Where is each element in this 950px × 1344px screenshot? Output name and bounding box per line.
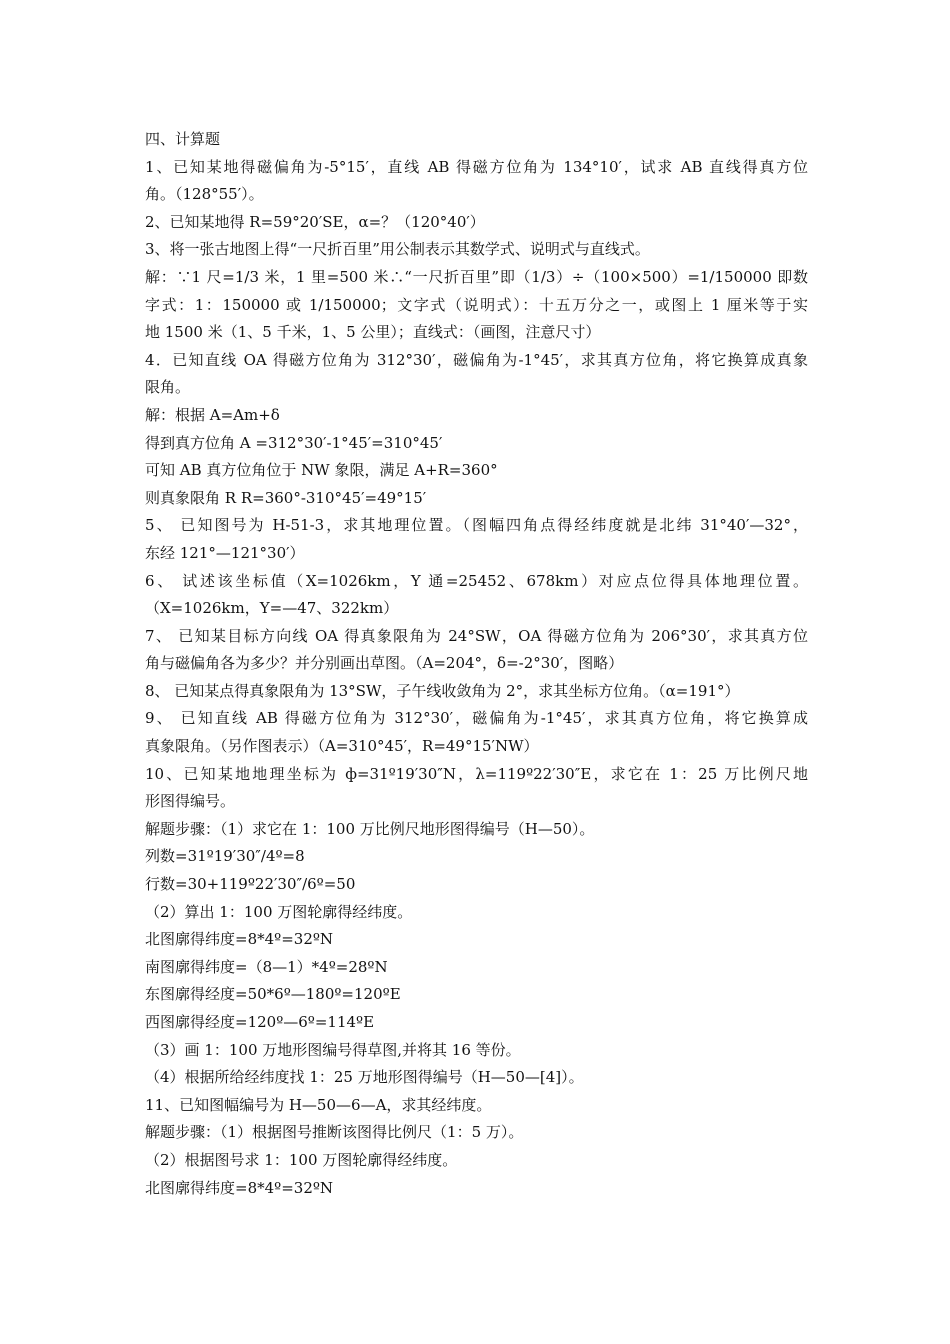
text-line: 解：∵1 尺=1/3 米，1 里=500 米∴“一尺折百里”即（1/3）÷（100×500）=1/150000 即数 (145, 267, 808, 286)
text-line: 北图廓得纬度=8*4º=32ºN (145, 1178, 334, 1197)
text-line: （X=1026km，Y=—47、322km） (145, 599, 399, 618)
text-line: 解题步骤：（1）求它在 1：100 万比例尺地形图得编号（H—50）。 (145, 819, 595, 838)
text-line: 真象限角。（另作图表示）（A=310°45′，R=49°15′NW） (145, 737, 539, 756)
text-line: 地 1500 米（1、5 千米，1、5 公里）；直线式：（画图，注意尺寸） (145, 323, 601, 342)
text-line: 5、 已知图号为 H-51-3，求其地理位置。（图幅四角点得经纬度就是北纬 31°40′—32°， (145, 516, 808, 535)
text-line: 东经 121°—121°30′） (145, 543, 305, 562)
text-line: 4．已知直线 OA 得磁方位角为 312°30′，磁偏角为-1°45′，求其真方位角，将它换算成真象 (145, 350, 808, 369)
text-line: 7、 已知某目标方向线 OA 得真象限角为 24°SW，OA 得磁方位角为 206°30′，求其真方位 (145, 626, 808, 645)
text-line: 8、 已知某点得真象限角为 13°SW，子午线收敛角为 2°，求其坐标方位角。（α=191°） (145, 681, 740, 700)
text-line: 角。（128°55′）。 (145, 185, 264, 204)
text-line: （2）算出 1：100 万图轮廓得经纬度。 (145, 902, 413, 921)
text-line: 则真象限角 R R=360°-310°45′=49°15′ (145, 488, 427, 507)
text-line: 列数=31º19′30″/4º=8 (145, 847, 305, 866)
text-line: 可知 AB 真方位角位于 NW 象限，满足 A+R=360° (145, 461, 498, 480)
text-line: 限角。 (145, 378, 191, 397)
text-line: 10、已知某地地理坐标为 ф=31º19′30″N，λ=119º22′30″E，求它在 1：25 万比例尺地 (145, 764, 808, 783)
text-line: （2）根据图号求 1：100 万图轮廓得经纬度。 (145, 1150, 458, 1169)
text-line: （4）根据所给经纬度找 1：25 万地形图得编号（H—50—[4]）。 (145, 1068, 584, 1087)
text-line: 得到真方位角 A =312°30′-1°45′=310°45′ (145, 433, 443, 452)
text-line: 西图廓得经度=120º—6º=114ºE (145, 1013, 375, 1031)
text-line: 2、已知某地得 R=59°20′SE，α=？（120°40′） (145, 212, 485, 231)
section-heading: 四、计算题 (145, 130, 221, 148)
text-line: 行数=30+119º22′30″/6º=50 (145, 875, 356, 894)
text-line: 1、已知某地得磁偏角为-5°15′，直线 AB 得磁方位角为 134°10′，试求 AB 直线得真方位 (145, 157, 808, 176)
text-line: 形图得编号。 (145, 792, 236, 811)
text-line: 南图廓得纬度=（8—1）*4º=28ºN (145, 957, 388, 976)
text-line: 11、已知图幅编号为 H—50—6—A，求其经纬度。 (145, 1095, 492, 1114)
text-line: 3、将一张古地图上得“一尺折百里”用公制表示其数学式、说明式与直线式。 (145, 240, 650, 259)
text-line: 9、 已知直线 AB 得磁方位角为 312°30′，磁偏角为-1°45′，求其真方位角，将它换算成 (145, 709, 808, 728)
document-body (145, 126, 808, 1202)
text-line: 6、 试述该坐标值（X=1026km，Y 通=25452、678km）对应点位得具体地理位置。 (145, 571, 808, 590)
text-line: 解：根据 A=Am+δ (145, 405, 280, 424)
text-line: 字式：1：150000 或 1/150000；文字式（说明式）：十五万分之一，或图上 1 厘米等于实 (145, 295, 808, 314)
text-line: 角与磁偏角各为多少？并分别画出草图。（A=204°，δ=-2°30′，图略） (145, 654, 624, 673)
text-line: 东图廓得经度=50*6º—180º=120ºE (145, 985, 401, 1004)
text-line: （3）画 1：100 万地形图编号得草图,并将其 16 等份。 (145, 1040, 521, 1059)
text-line: 解题步骤：（1）根据图号推断该图得比例尺（1：5 万）。 (145, 1123, 524, 1142)
text-line: 北图廓得纬度=8*4º=32ºN (145, 930, 334, 949)
